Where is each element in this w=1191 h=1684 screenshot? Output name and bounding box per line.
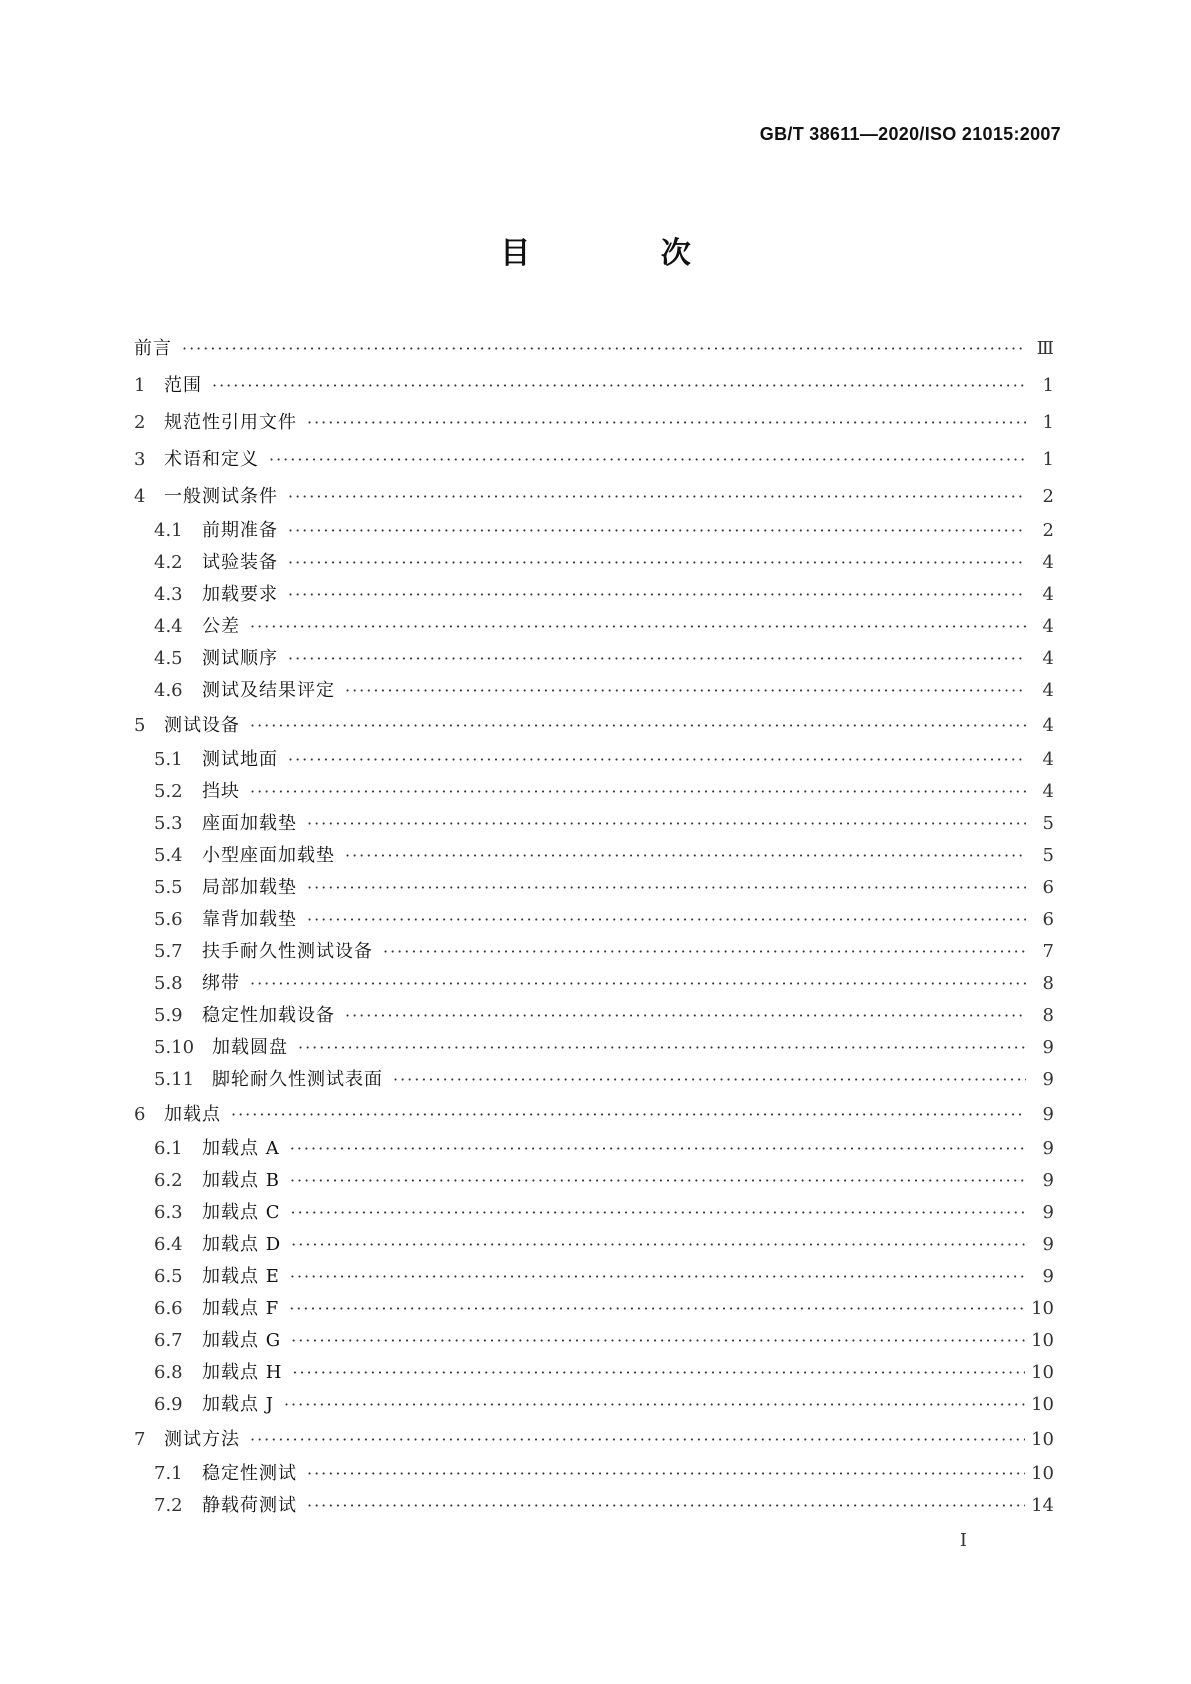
toc-leader-dots [250, 1421, 1025, 1458]
toc-entry[interactable] [134, 1165, 1054, 1197]
toc-entry-label: 挡块 [202, 781, 240, 802]
toc-entry[interactable] [134, 478, 1054, 515]
toc-entry-number: 6.6 [154, 1298, 183, 1319]
toc-entry-number: 5 [134, 715, 146, 736]
toc-entry-page: 4 [1042, 680, 1054, 701]
toc-entry-page: 5 [1042, 813, 1054, 834]
toc-leader-dots [307, 404, 1026, 441]
toc-entry-label: 小型座面加载垫 [202, 845, 335, 866]
toc-entry[interactable] [134, 1389, 1054, 1421]
toc-entry[interactable] [134, 936, 1054, 968]
toc-entry[interactable] [134, 776, 1054, 808]
toc-entry-page: 9 [1042, 1069, 1054, 1090]
toc-entry-label: 公差 [202, 616, 240, 637]
toc-entry[interactable] [134, 1064, 1054, 1096]
toc-leader-dots [288, 643, 1026, 675]
toc-entry-page: 9 [1042, 1234, 1054, 1255]
toc-entry-page: 5 [1042, 845, 1054, 866]
toc-entry-number: 5.7 [154, 941, 183, 962]
toc-entry-number: 6.1 [154, 1138, 183, 1159]
toc-entry[interactable] [134, 1325, 1054, 1357]
toc-entry-number: 5.5 [154, 877, 183, 898]
toc-entry-label: 加载点 J [202, 1394, 274, 1415]
toc-entry-number: 6.2 [154, 1170, 183, 1191]
toc-entry-number: 7 [134, 1429, 146, 1450]
toc-entry-label: 加载点 C [202, 1202, 281, 1223]
toc-entry-page: 10 [1031, 1362, 1054, 1383]
toc-entry[interactable] [134, 515, 1054, 547]
toc-entry-page: 1 [1042, 375, 1054, 396]
toc-entry[interactable] [134, 1133, 1054, 1165]
toc-entry[interactable] [134, 547, 1054, 579]
toc-entry-number: 4.2 [154, 552, 183, 573]
toc-leader-dots [291, 1325, 1025, 1357]
toc-entry-label: 加载圆盘 [212, 1037, 288, 1058]
standard-code-header: GB/T 38611—2020/ISO 21015:2007 [759, 124, 1061, 144]
toc-entry-label: 范围 [164, 375, 202, 396]
toc-entry-number: 6.8 [154, 1362, 183, 1383]
toc-entry-number: 5.6 [154, 909, 183, 930]
toc-entry[interactable] [134, 808, 1054, 840]
toc-entry-number: 5.1 [154, 749, 183, 770]
toc-entry-label: 靠背加载垫 [202, 909, 297, 930]
toc-entry-label: 加载点 F [202, 1298, 280, 1319]
toc-leader-dots [290, 1133, 1026, 1165]
toc-entry-label: 测试及结果评定 [202, 680, 335, 701]
toc-entry[interactable] [134, 611, 1054, 643]
toc-entry-page: 4 [1042, 616, 1054, 637]
toc-entry[interactable] [134, 872, 1054, 904]
toc-entry-number: 6 [134, 1104, 146, 1125]
toc-entry-page: 9 [1042, 1202, 1054, 1223]
toc-leader-dots [307, 1490, 1025, 1522]
toc-entry[interactable] [134, 579, 1054, 611]
toc-leader-dots [345, 1000, 1026, 1032]
toc-leader-dots [290, 1165, 1026, 1197]
toc-entry-label: 加载要求 [202, 584, 278, 605]
toc-entry[interactable] [134, 968, 1054, 1000]
toc-entry-label: 加载点 H [202, 1362, 283, 1383]
toc-entry-number: 3 [134, 449, 146, 470]
toc-leader-dots [284, 1389, 1025, 1421]
toc-entry-number: 6.5 [154, 1266, 183, 1287]
toc-leader-dots [269, 441, 1026, 478]
toc-entry-page: 9 [1042, 1037, 1054, 1058]
toc-entry-number: 6.4 [154, 1234, 183, 1255]
toc-entry-number: 5.3 [154, 813, 183, 834]
toc-leader-dots [250, 611, 1026, 643]
toc-leader-dots [182, 330, 1026, 367]
toc-entry-number: 5.9 [154, 1005, 183, 1026]
toc-entry-label: 加载点 G [202, 1330, 282, 1351]
toc-entry-label: 试验装备 [202, 552, 278, 573]
toc-leader-dots [288, 579, 1026, 611]
toc-entry[interactable] [134, 1261, 1054, 1293]
toc-leader-dots [289, 1293, 1025, 1325]
toc-entry-label: 前言 [134, 338, 172, 359]
toc-entry[interactable] [134, 1357, 1054, 1389]
toc-entry-label: 一般测试条件 [164, 486, 278, 507]
toc-entry[interactable] [134, 1000, 1054, 1032]
toc-entry-number: 5.4 [154, 845, 183, 866]
toc-entry-page: 2 [1042, 520, 1054, 541]
toc-entry-number: 4 [134, 486, 146, 507]
toc-entry[interactable] [134, 707, 1054, 744]
toc-entry-label: 加载点 B [202, 1170, 280, 1191]
toc-entry-page: 14 [1031, 1495, 1054, 1516]
table-of-contents [134, 330, 1054, 1522]
toc-leader-dots [288, 478, 1026, 515]
toc-leader-dots [393, 1064, 1026, 1096]
toc-entry-number: 2 [134, 412, 146, 433]
toc-entry[interactable] [134, 1458, 1054, 1490]
toc-entry-page: 4 [1042, 584, 1054, 605]
toc-entry-label: 加载点 D [202, 1234, 282, 1255]
toc-entry-number: 5.11 [154, 1069, 195, 1090]
toc-leader-dots [345, 840, 1026, 872]
toc-entry-page: Ⅲ [1036, 338, 1054, 359]
toc-entry-page: 4 [1042, 715, 1054, 736]
toc-entry-page: 4 [1042, 749, 1054, 770]
toc-entry[interactable] [134, 904, 1054, 936]
toc-entry-page: 4 [1042, 648, 1054, 669]
toc-entry-label: 稳定性测试 [202, 1463, 297, 1484]
toc-entry-label: 加载点 A [202, 1138, 280, 1159]
toc-entry-page: 6 [1042, 877, 1054, 898]
toc-entry-page: 8 [1042, 973, 1054, 994]
toc-leader-dots [298, 1032, 1026, 1064]
toc-entry[interactable] [134, 1197, 1054, 1229]
toc-leader-dots [288, 744, 1026, 776]
toc-entry-number: 5.8 [154, 973, 183, 994]
toc-entry-page: 1 [1042, 412, 1054, 433]
toc-entry-number: 4.3 [154, 584, 183, 605]
toc-entry-label: 绑带 [202, 973, 240, 994]
toc-entry-page: 1 [1042, 449, 1054, 470]
toc-entry-label: 静载荷测试 [202, 1495, 297, 1516]
toc-entry-label: 测试顺序 [202, 648, 278, 669]
toc-entry-label: 规范性引用文件 [164, 412, 297, 433]
toc-entry-page: 10 [1031, 1394, 1054, 1415]
toc-entry-page: 9 [1042, 1266, 1054, 1287]
toc-leader-dots [307, 904, 1026, 936]
toc-entry-label: 前期准备 [202, 520, 278, 541]
toc-entry-page: 7 [1042, 941, 1054, 962]
toc-entry-page: 10 [1031, 1298, 1054, 1319]
toc-entry-page: 10 [1031, 1463, 1054, 1484]
toc-leader-dots [250, 707, 1026, 744]
toc-entry-number: 7.1 [154, 1463, 183, 1484]
toc-entry-label: 测试方法 [164, 1429, 240, 1450]
toc-leader-dots [307, 1458, 1025, 1490]
toc-entry-label: 局部加载垫 [202, 877, 297, 898]
toc-entry-number: 6.3 [154, 1202, 183, 1223]
toc-entry-number: 4.5 [154, 648, 183, 669]
toc-leader-dots [290, 1261, 1026, 1293]
toc-entry-page: 10 [1031, 1330, 1054, 1351]
toc-entry-page: 8 [1042, 1005, 1054, 1026]
toc-entry[interactable] [134, 1096, 1054, 1133]
toc-entry-label: 测试设备 [164, 715, 240, 736]
toc-entry[interactable] [134, 1032, 1054, 1064]
toc-entry[interactable] [134, 840, 1054, 872]
toc-entry-label: 脚轮耐久性测试表面 [212, 1069, 383, 1090]
toc-entry-label: 加载点 E [202, 1266, 280, 1287]
toc-leader-dots [307, 808, 1026, 840]
toc-entry-page: 2 [1042, 486, 1054, 507]
toc-leader-dots [345, 675, 1026, 707]
toc-entry-number: 4.1 [154, 520, 183, 541]
toc-entry-number: 7.2 [154, 1495, 183, 1516]
toc-entry-label: 加载点 [164, 1104, 221, 1125]
toc-entry-label: 稳定性加载设备 [202, 1005, 335, 1026]
toc-entry-number: 5.2 [154, 781, 183, 802]
toc-entry-page: 9 [1042, 1170, 1054, 1191]
toc-entry-page: 4 [1042, 781, 1054, 802]
toc-leader-dots [292, 1357, 1025, 1389]
toc-entry[interactable] [134, 1490, 1054, 1522]
toc-entry-page: 9 [1042, 1104, 1054, 1125]
toc-entry-page: 9 [1042, 1138, 1054, 1159]
toc-entry-number: 4.6 [154, 680, 183, 701]
page-number: I [959, 1530, 967, 1551]
toc-title: 目 次 [500, 236, 751, 271]
toc-entry-number: 1 [134, 375, 146, 396]
toc-entry-label: 扶手耐久性测试设备 [202, 941, 373, 962]
toc-entry-page: 10 [1031, 1429, 1054, 1450]
toc-entry[interactable] [134, 404, 1054, 441]
toc-leader-dots [291, 1229, 1026, 1261]
toc-leader-dots [288, 515, 1026, 547]
toc-leader-dots [231, 1096, 1026, 1133]
toc-entry-number: 6.9 [154, 1394, 183, 1415]
toc-entry[interactable] [134, 367, 1054, 404]
toc-entry[interactable] [134, 1421, 1054, 1458]
toc-entry-label: 座面加载垫 [202, 813, 297, 834]
toc-entry[interactable] [134, 643, 1054, 675]
toc-entry-label: 测试地面 [202, 749, 278, 770]
toc-leader-dots [383, 936, 1026, 968]
toc-entry[interactable] [134, 1293, 1054, 1325]
toc-entry-number: 6.7 [154, 1330, 183, 1351]
toc-entry-label: 术语和定义 [164, 449, 259, 470]
toc-leader-dots [307, 872, 1026, 904]
toc-entry[interactable] [134, 744, 1054, 776]
toc-entry-page: 4 [1042, 552, 1054, 573]
toc-leader-dots [288, 547, 1026, 579]
toc-leader-dots [250, 776, 1026, 808]
toc-entry-number: 5.10 [154, 1037, 195, 1058]
toc-leader-dots [250, 968, 1026, 1000]
toc-entry-number: 4.4 [154, 616, 183, 637]
toc-entry[interactable] [134, 1229, 1054, 1261]
toc-entry-page: 6 [1042, 909, 1054, 930]
toc-entry[interactable] [134, 441, 1054, 478]
toc-entry[interactable] [134, 675, 1054, 707]
toc-leader-dots [291, 1197, 1027, 1229]
toc-leader-dots [212, 367, 1026, 404]
toc-entry[interactable] [134, 330, 1054, 367]
